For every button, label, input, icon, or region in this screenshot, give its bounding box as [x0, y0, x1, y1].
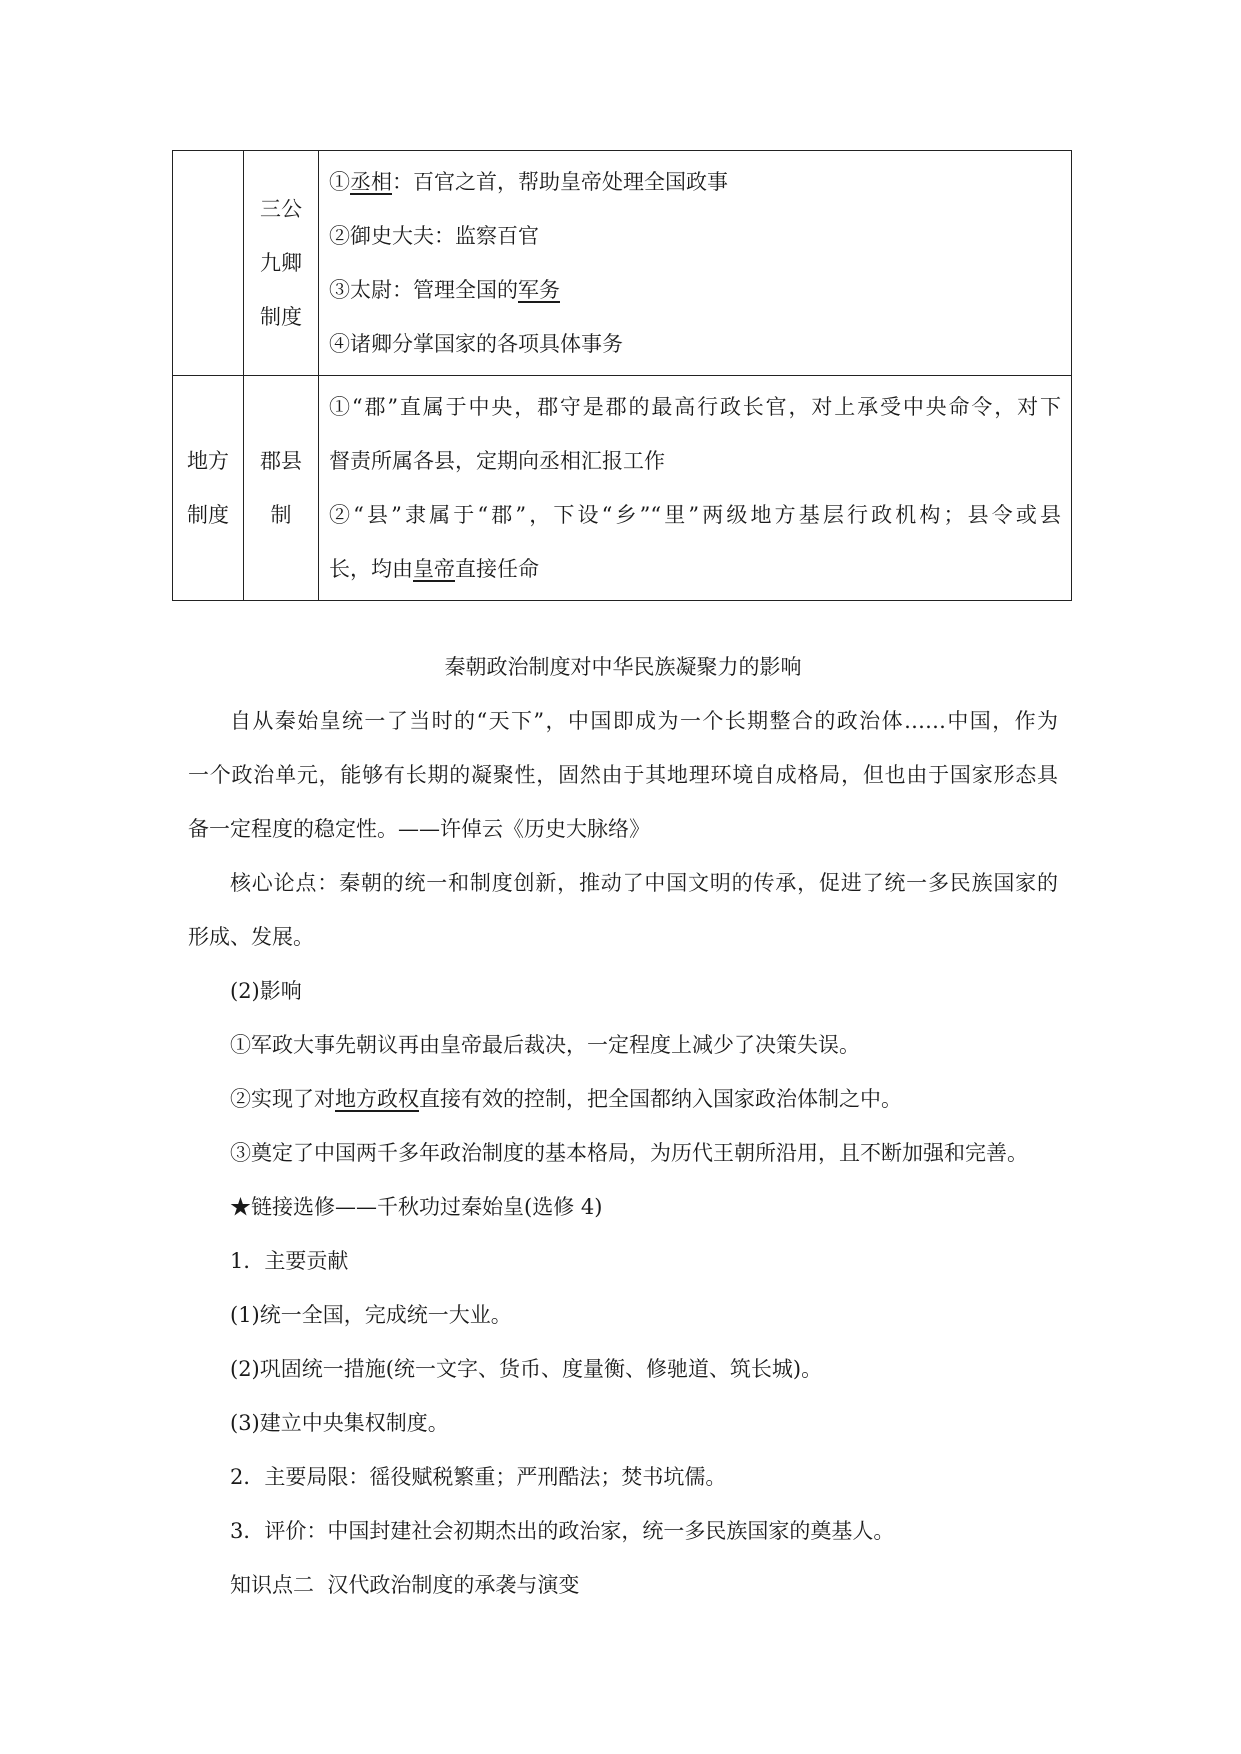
system-detail-cell — [319, 151, 1072, 376]
influence-item: ②实现了对地方政权直接有效的控制，把全国都纳入国家政治体制之中。 — [230, 1087, 902, 1111]
quote-line: 自从秦始皇统一了当时的“天下”，中国即成为一个长期整合的政治体……中国，作为 — [230, 709, 1058, 733]
system-detail-cell — [319, 376, 1072, 601]
underlined-term: 皇帝 — [413, 557, 455, 581]
contribution-item: (1)统一全国，完成统一大业。 — [230, 1303, 512, 1327]
political-system-table — [172, 150, 1072, 601]
system-label-line: 郡县 — [260, 449, 302, 473]
influence-heading: (2)影响 — [230, 979, 302, 1003]
system-label-line: 三公 — [260, 197, 302, 221]
system-label-line: 九卿 — [260, 251, 302, 275]
core-argument-line: 形成、发展。 — [188, 925, 314, 949]
link-heading: ★链接选修——千秋功过秦始皇(选修 4) — [230, 1195, 603, 1219]
limitations-line: 2．主要局限：徭役赋税繁重；严刑酷法；焚书坑儒。 — [230, 1465, 727, 1489]
section-title: 秦朝政治制度对中华民族凝聚力的影响 — [444, 655, 802, 679]
body-text — [188, 640, 1058, 1612]
evaluation-line: 3．评价：中国封建社会初期杰出的政治家，统一多民族国家的奠基人。 — [230, 1519, 895, 1543]
category-label-line: 制度 — [187, 503, 229, 527]
underlined-term: 丞相 — [350, 170, 392, 194]
underlined-term: 地方政权 — [335, 1087, 419, 1111]
system-label-line: 制 — [270, 503, 292, 527]
system-cell-junxian — [244, 376, 319, 601]
contribution-item: (2)巩固统一措施(统一文字、货币、度量衡、修驰道、筑长城)。 — [230, 1357, 823, 1381]
influence-item: ①军政大事先朝议再由皇帝最后裁决，一定程度上减少了决策失误。 — [230, 1033, 860, 1057]
detail-item: ③太尉：管理全国的军务 — [329, 278, 560, 302]
detail-item: ④诸卿分掌国家的各项具体事务 — [329, 332, 623, 356]
detail-item: ①丞相：百官之首，帮助皇帝处理全国政事 — [329, 170, 728, 194]
detail-line: ①“郡”直属于中央，郡守是郡的最高行政长官，对上承受中央命令，对下 — [329, 395, 1061, 419]
quote-line: 一个政治单元，能够有长期的凝聚性，固然由于其地理环境自成格局，但也由于国家形态具 — [188, 763, 1058, 787]
detail-item: ②御史大夫：监察百官 — [329, 224, 539, 248]
detail-line: 督责所属各县，定期向丞相汇报工作 — [329, 449, 665, 473]
contribution-heading: 1．主要贡献 — [230, 1249, 349, 1273]
category-label-line: 地方 — [187, 449, 229, 473]
detail-line: 长，均由皇帝直接任命 — [329, 557, 539, 581]
category-cell-empty — [173, 151, 244, 376]
influence-item: ③奠定了中国两千多年政治制度的基本格局，为历代王朝所沿用，且不断加强和完善。 — [230, 1141, 1028, 1165]
system-cell-sangong — [244, 151, 319, 376]
core-argument-line: 核心论点：秦朝的统一和制度创新，推动了中国文明的传承，促进了统一多民族国家的 — [230, 871, 1058, 895]
table-row — [173, 376, 1072, 601]
table-row — [173, 151, 1072, 376]
category-cell-local — [173, 376, 244, 601]
system-label-line: 制度 — [260, 305, 302, 329]
quote-line: 备一定程度的稳定性。——许倬云《历史大脉络》 — [188, 817, 650, 841]
detail-line: ②“县”隶属于“郡”，下设“乡”“里”两级地方基层行政机构；县令或县 — [329, 503, 1061, 527]
underlined-term: 军务 — [518, 278, 560, 302]
knowledge-point-heading: 知识点二 汉代政治制度的承袭与演变 — [230, 1573, 580, 1597]
contribution-item: (3)建立中央集权制度。 — [230, 1411, 449, 1435]
